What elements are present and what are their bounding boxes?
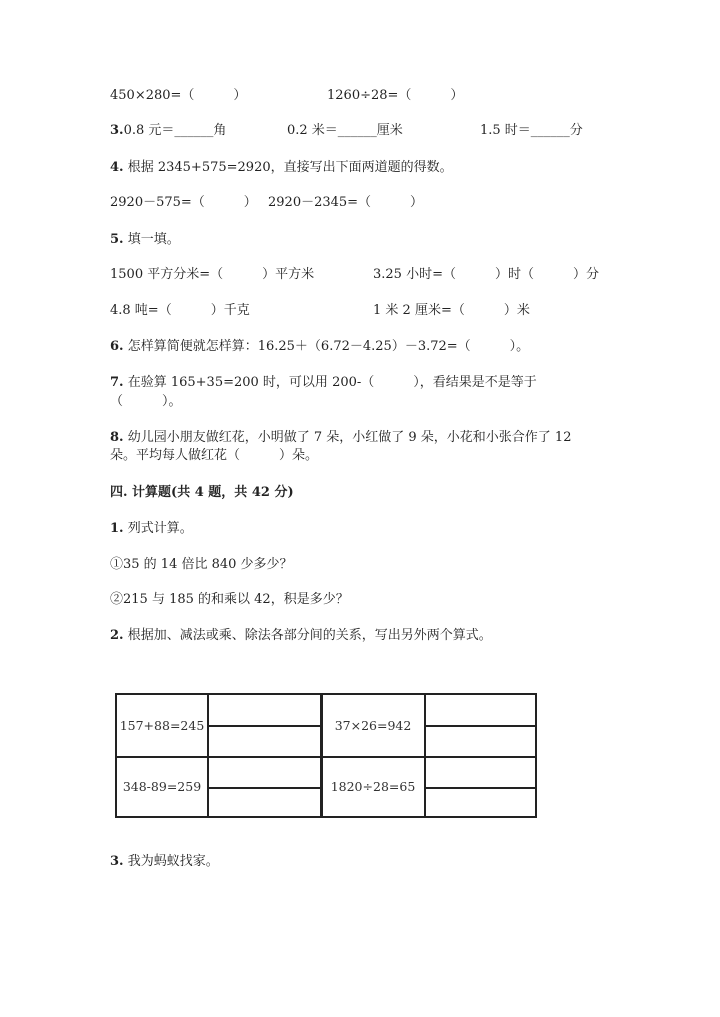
question-3: [110, 122, 226, 140]
sub-question: ①35 的 14 倍比 840 少多少？: [110, 557, 293, 572]
calc-question-1: [110, 520, 193, 538]
question-7: [110, 374, 537, 392]
fill-item: 1 米 2 厘米=（ ）米: [373, 303, 530, 318]
question-text: 填一填。: [127, 232, 180, 247]
question-number: 8.: [110, 430, 124, 445]
fill-item: 0.2 米＝______厘米: [287, 123, 403, 138]
question-6: [110, 338, 529, 356]
fill-item: 4.8 吨=（ ）千克: [110, 303, 250, 318]
question-text: 根据 2345+575=2920，直接写出下面两道题的得数。: [127, 160, 453, 175]
question-text: 我为蚂蚁找家。: [127, 854, 219, 869]
equation: 1260÷28=（ ）: [327, 88, 464, 103]
fill-item: 1.5 时＝______分: [480, 123, 583, 138]
equation: 450×280=（ ）: [110, 88, 247, 103]
equation-table: [115, 693, 537, 818]
calc-question-3: [110, 853, 219, 871]
section-heading: 四. 计算题(共 4 题，共 42 分): [110, 485, 294, 500]
sub-question: ②215 与 185 的和乘以 42，积是多少？: [110, 592, 349, 607]
question-number: 3.: [110, 854, 124, 869]
question-number: 3.: [110, 123, 124, 138]
question-text: 列式计算。: [127, 521, 193, 536]
fill-item: 3.25 小时=（ ）时（ ）分: [373, 267, 599, 282]
question-text: （ ）。: [110, 394, 182, 409]
question-number: 6.: [110, 339, 124, 354]
question-4: [110, 159, 453, 177]
question-8: [110, 429, 571, 447]
question-text: 朵。平均每人做红花（ ）朵。: [110, 448, 319, 463]
question-text: 根据加、减法或乘、除法各部分间的关系，写出另外两个算式。: [127, 628, 492, 643]
calc-question-2: [110, 627, 492, 645]
fill-item: 1500 平方分米=（ ）平方米: [110, 267, 315, 282]
equation: 2920－2345=（ ）: [268, 195, 424, 210]
question-number: 2.: [110, 628, 124, 643]
question-5: [110, 231, 180, 249]
question-text: 怎样算简便就怎样算：16.25＋（6.72－4.25）－3.72=（ ）。: [127, 339, 530, 354]
question-number: 4.: [110, 160, 124, 175]
question-text: 幼儿园小朋友做红花，小明做了 7 朵，小红做了 9 朵，小花和小张合作了 12: [127, 430, 572, 445]
question-number: 5.: [110, 232, 124, 247]
question-text: 在验算 165+35=200 时，可以用 200-（ ），看结果是不是等于: [127, 375, 537, 390]
table-cell-equation: 1820÷28=65: [330, 779, 416, 794]
question-number: 1.: [110, 521, 124, 536]
equation: 2920－575=（ ）: [110, 195, 257, 210]
table-cell-equation: 37×26=942: [334, 718, 412, 733]
fill-item: 0.8 元＝______角: [123, 123, 227, 138]
table-cell-equation: 348-89=259: [122, 779, 202, 794]
question-number: 7.: [110, 375, 124, 390]
table-cell-equation: 157+88=245: [119, 718, 205, 733]
